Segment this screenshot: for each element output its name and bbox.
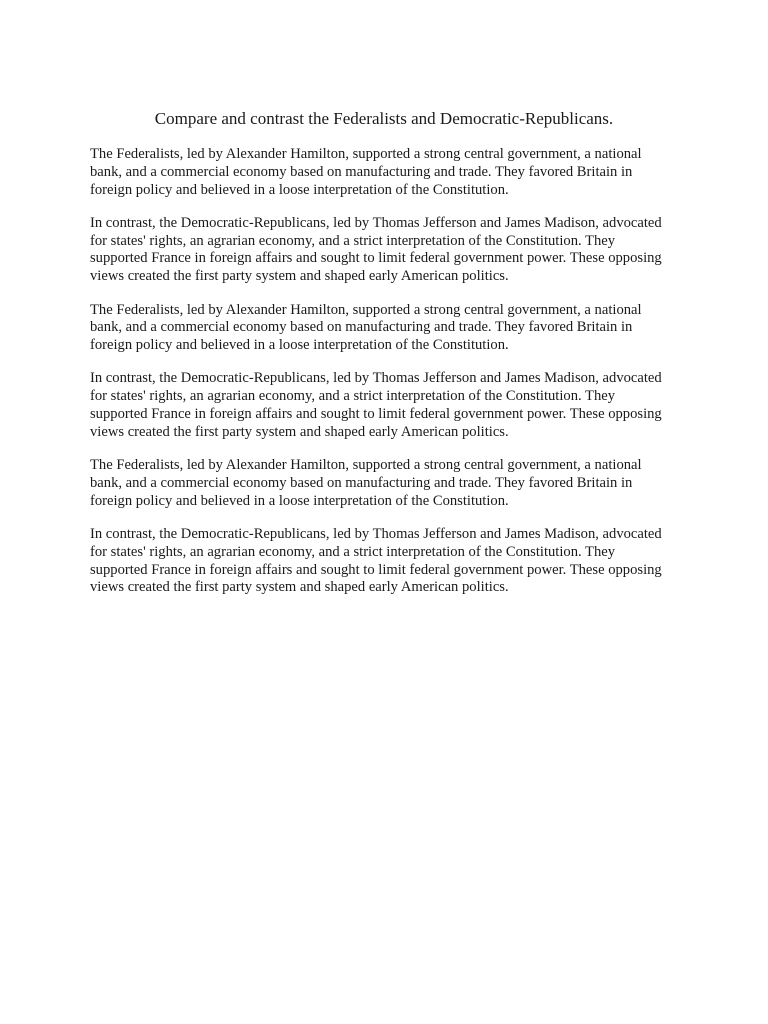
paragraph-democratic-republicans-2: In contrast, the Democratic-Republicans, led by Thomas Jefferson and James Madison, advocated for states' rights, an agrarian economy, and a strict interpretation of the Constitution. They supported France in foreign affairs and sought to limit federal government power. These opposing views created the first party system and shaped early American politics.: [90, 370, 662, 440]
document-title: Compare and contrast the Federalists and Democratic-Republicans.: [154, 109, 614, 128]
paragraph-federalists-2: The Federalists, led by Alexander Hamilton, supported a strong central government, a national bank, and a commercial economy based on manufacturing and trade. They favored Britain in foreign policy and believed in a loose interpretation of the Constitution.: [90, 301, 642, 354]
paragraph-democratic-republicans-1: In contrast, the Democratic-Republicans, led by Thomas Jefferson and James Madison, advocated for states' rights, an agrarian economy, and a strict interpretation of the Constitution. They supported France in foreign affairs and sought to limit federal government power. These opposing views created the first party system and shaped early American politics.: [90, 214, 662, 285]
paragraph-federalists-3: The Federalists, led by Alexander Hamilton, supported a strong central government, a national bank, and a commercial economy based on manufacturing and trade. They favored Britain in foreign policy and believed in a loose interpretation of the Constitution.: [90, 457, 642, 509]
paragraph-federalists-1: The Federalists, led by Alexander Hamilton, supported a strong central government, a national bank, and a commercial economy based on manufacturing and trade. They favored Britain in foreign policy and believed in a loose interpretation of the Constitution.: [90, 146, 642, 198]
document-body: [90, 146, 668, 613]
paragraph-democratic-republicans-3: In contrast, the Democratic-Republicans, led by Thomas Jefferson and James Madison, advocated for states' rights, an agrarian economy, and a strict interpretation of the Constitution. They supported France in foreign affairs and sought to limit federal government power. These opposing views created the first party system and shaped early American politics.: [90, 526, 662, 596]
